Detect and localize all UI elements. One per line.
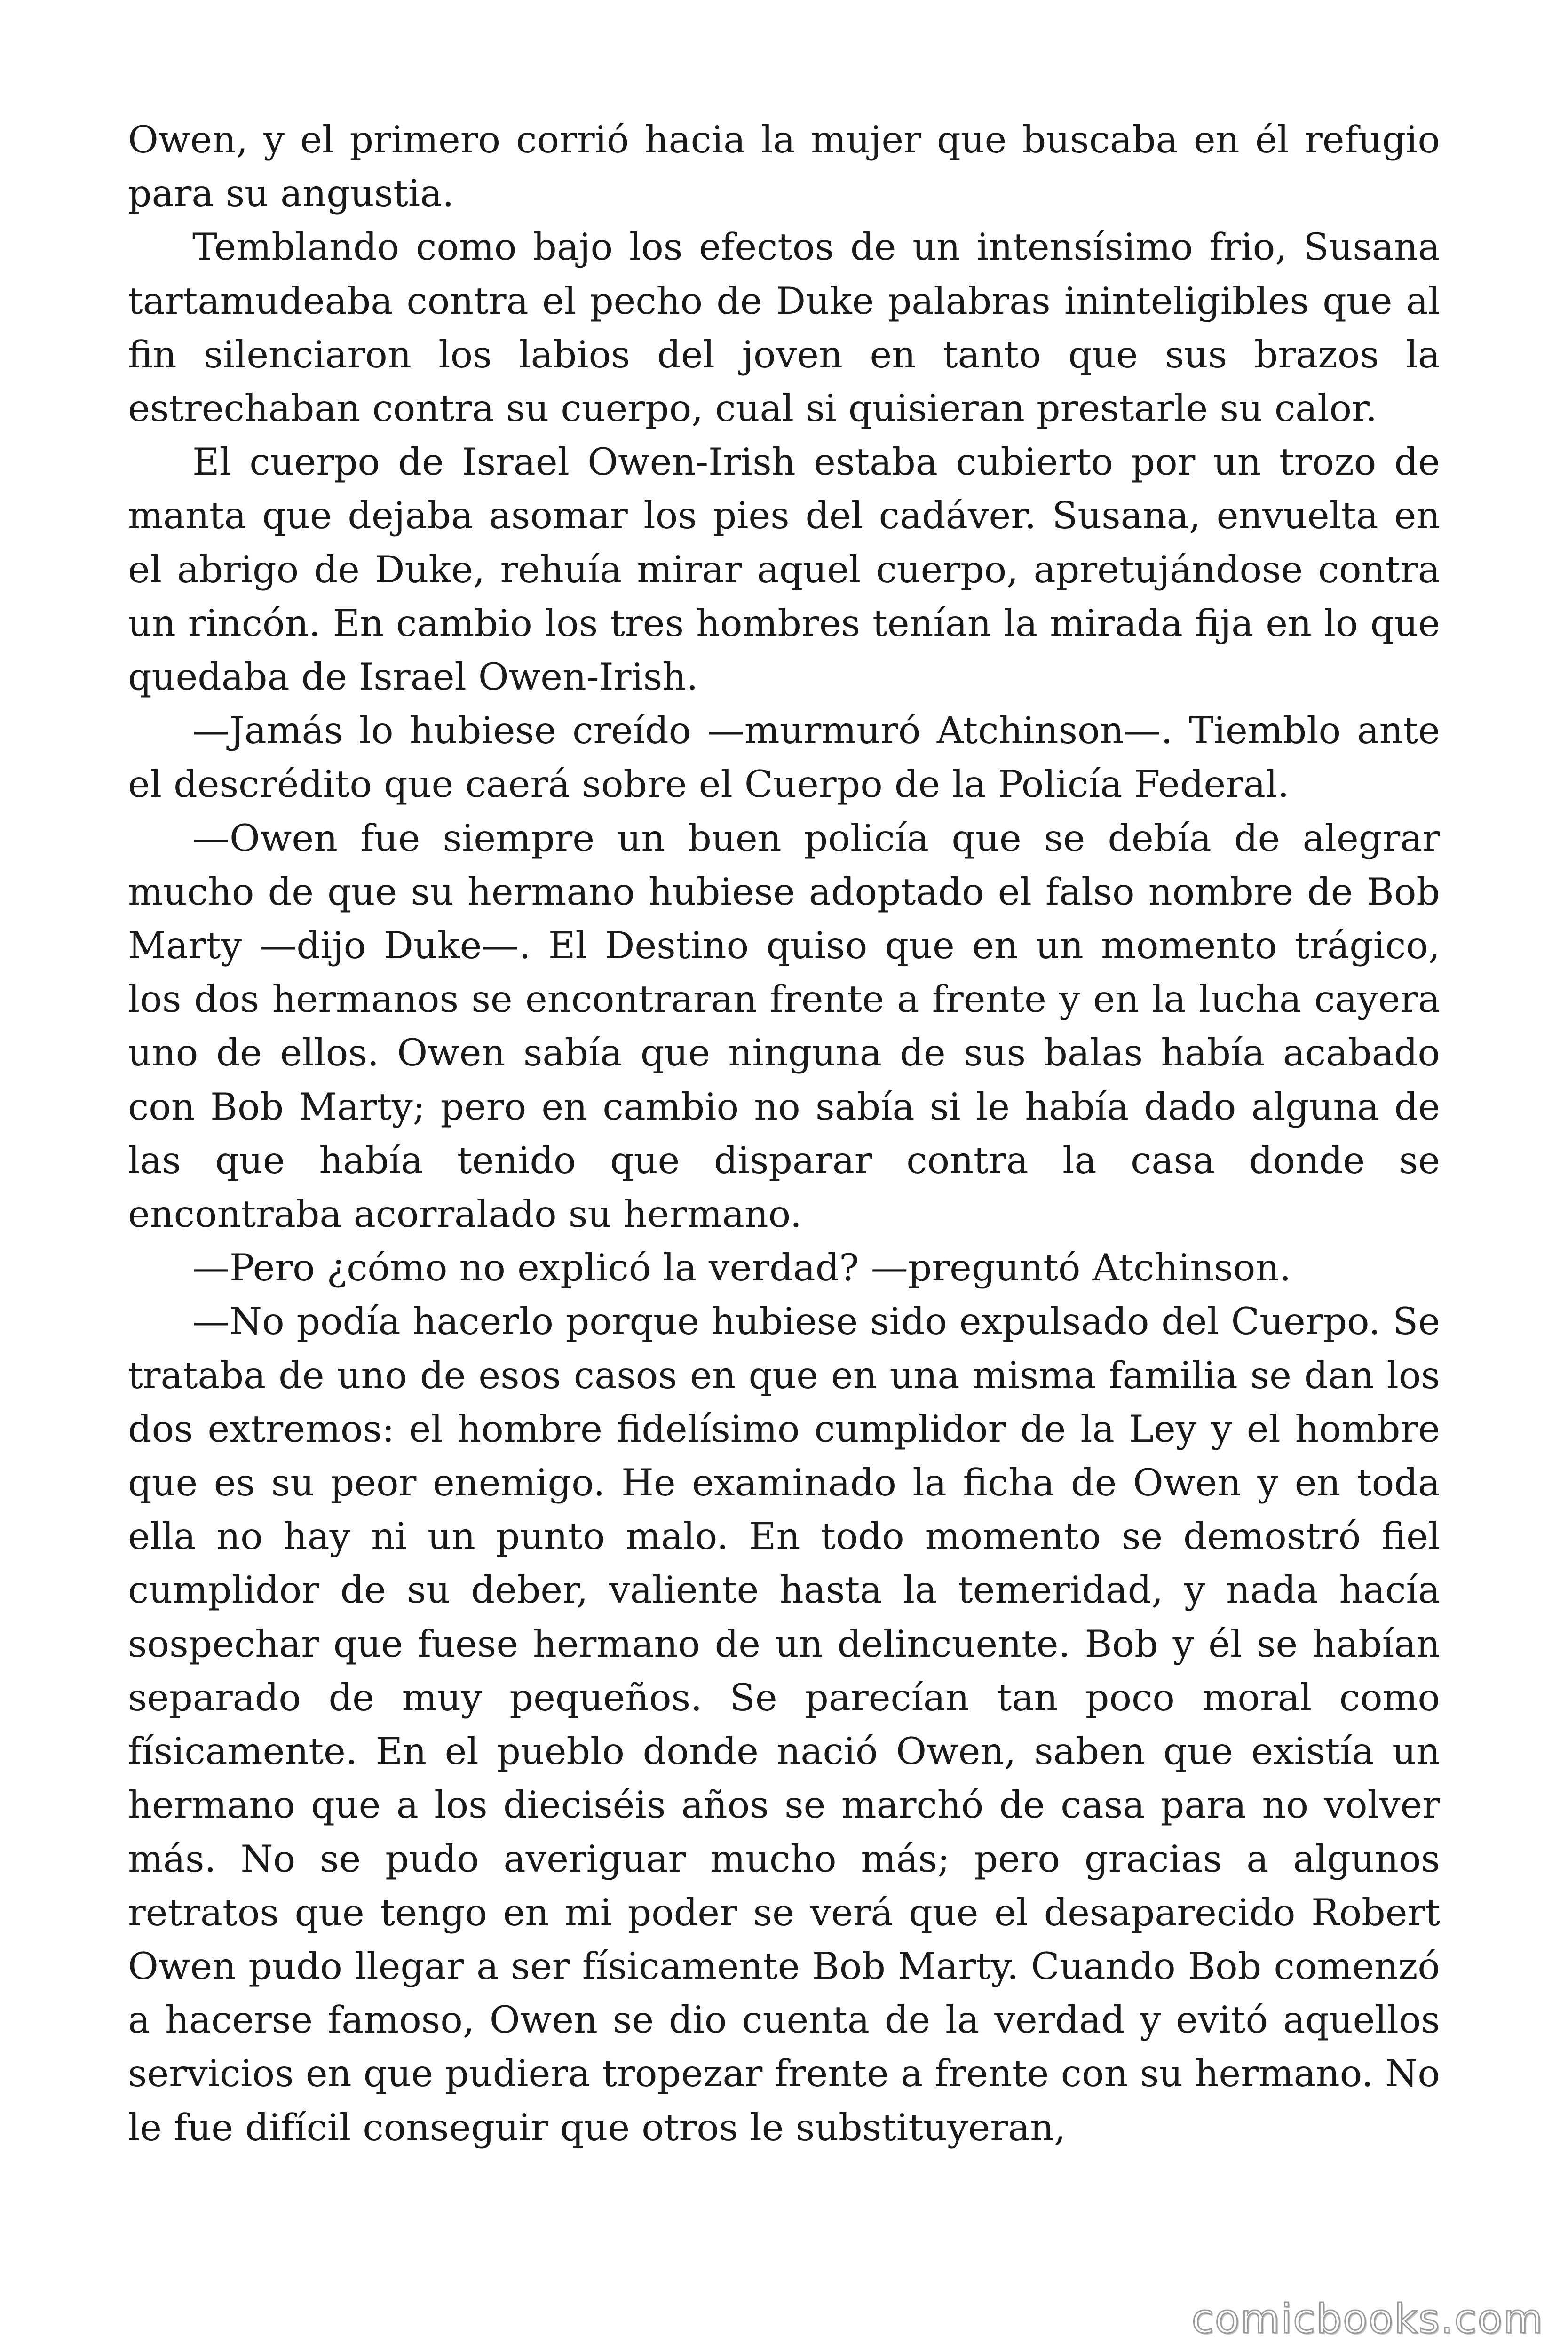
paragraph: —Pero ¿cómo no explicó la verdad? —preguntó Atchinson. <box>192 1246 1291 1290</box>
paragraph: Owen, y el primero corrió hacia la mujer que buscaba en él refugio para su angustia. <box>128 118 1440 215</box>
paragraph: El cuerpo de Israel Owen-Irish estaba cubierto por un trozo de manta que dejaba asomar los pies del cadáver. Susana, envuelta en el abrigo de Duke, rehuía mirar aquel cuerpo, apretujándose contra un rincón. En cambio los tres hombres tenían la mirada fija en lo que quedaba de Israel Owen-Irish. <box>128 440 1440 699</box>
paragraph: —No podía hacerlo porque hubiese sido expulsado del Cuerpo. Se trataba de uno de esos casos en que en una misma familia se dan los dos extremos: el hombre fidelísimo cumplidor de la Ley y el hombre que es su peor enemigo. He examinado la ficha de Owen y en toda ella no hay ni un punto malo. En todo momento se demostró fiel cumplidor de su deber, valiente hasta la temeridad, y nada hacía sospechar que fuese hermano de un delincuente. Bob y él se habían separado de muy pequeños. Se parecían tan poco moral como físicamente. En el pueblo donde nació Owen, saben que existía un hermano que a los dieciséis años se marchó de casa para no volver más. No se pudo averiguar mucho más; pero gracias a algunos retratos que tengo en mi poder se verá que el desaparecido Robert Owen pudo llegar a ser físicamente Bob Marty. Cuando Bob comenzó a hacerse famoso, Owen se dio cuenta de la verdad y evitó aquellos servicios en que pudiera tropezar frente a frente con su hermano. No le fue difícil conseguir que otros le substituyeran, <box>128 1300 1440 2149</box>
paragraph: —Jamás lo hubiese creído —murmuró Atchinson—. Tiemblo ante el descrédito que caerá sobre el Cuerpo de la Policía Federal. <box>128 709 1440 806</box>
paragraph: Temblando como bajo los efectos de un intensísimo frio, Susana tartamudeaba contra el pecho de Duke palabras ininteligibles que al fin silenciaron los labios del joven en tanto que sus brazos la estrechaban contra su cuerpo, cual si quisieran prestarle su calor. <box>128 225 1440 430</box>
body-text <box>128 113 1440 2154</box>
paragraph: —Owen fue siempre un buen policía que se debía de alegrar mucho de que su hermano hubiese adoptado el falso nombre de Bob Marty —dijo Duke—. El Destino quiso que en un momento trágico, los dos hermanos se encontraran frente a frente y en la lucha cayera uno de ellos. Owen sabía que ninguna de sus balas había acabado con Bob Marty; pero en cambio no sabía si le había dado alguna de las que había tenido que disparar contra la casa donde se encontraba acorralado su hermano. <box>128 816 1440 1236</box>
watermark-logo: comicbooks.com <box>1191 2296 1544 2343</box>
